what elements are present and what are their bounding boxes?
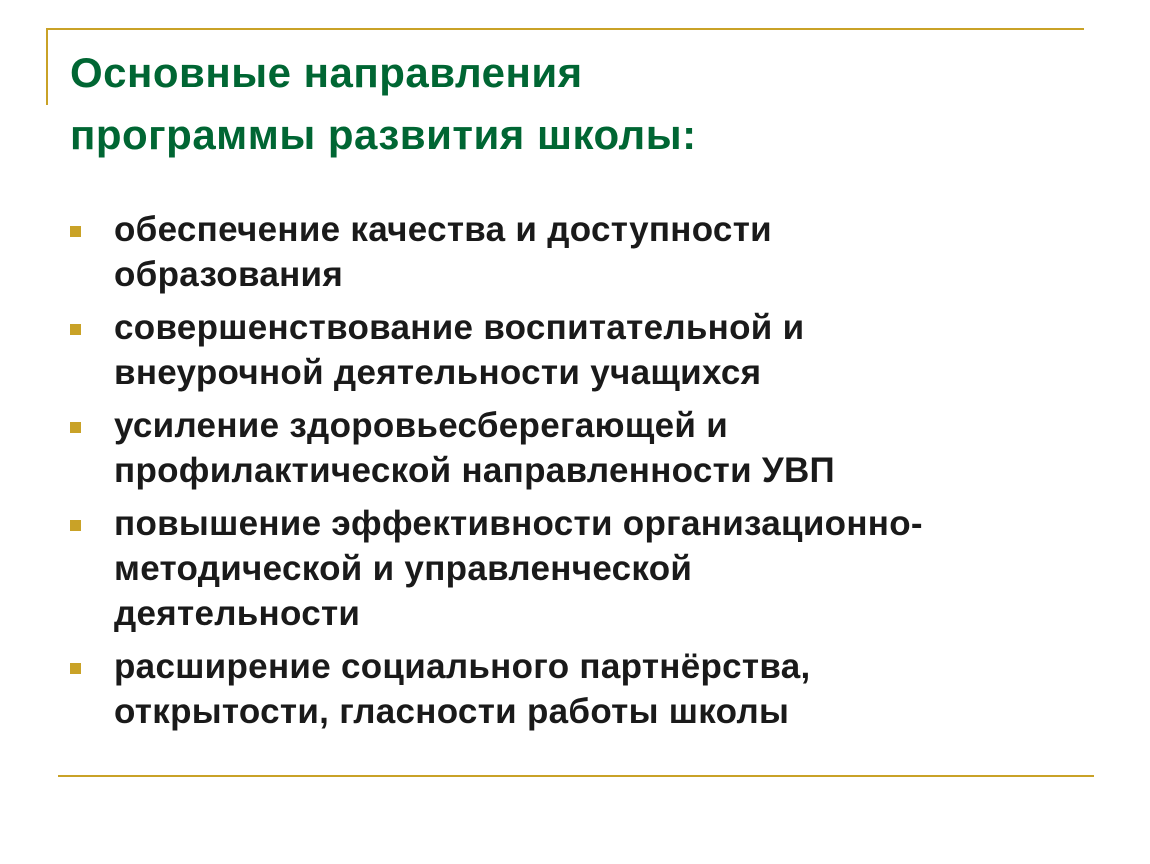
bullet-line: образования <box>114 255 344 294</box>
slide-title-line-2: программы развития школы: <box>70 111 697 158</box>
square-bullet-icon <box>70 226 81 237</box>
square-bullet-icon <box>70 520 81 531</box>
bullet-line: повышение эффективности организационно- <box>114 504 923 543</box>
left-divider-line <box>46 28 48 105</box>
list-item <box>70 501 1090 636</box>
bullet-line: расширение социального партнёрства, <box>114 647 811 686</box>
square-bullet-icon <box>70 663 81 674</box>
square-bullet-icon <box>70 422 81 433</box>
slide-title-line-1: Основные направления <box>70 49 583 96</box>
bullet-line: внеурочной деятельности учащихся <box>114 353 762 392</box>
bullet-text <box>114 305 1090 395</box>
bullet-text <box>114 644 1090 734</box>
bullet-text <box>114 207 1090 297</box>
bullet-list <box>70 207 1090 742</box>
slide-title <box>70 42 1070 166</box>
bullet-line: методической и управленческой <box>114 549 693 588</box>
bullet-line: обеспечение качества и доступности <box>114 210 772 249</box>
bullet-line: совершенствование воспитательной и <box>114 308 805 347</box>
top-divider-line <box>46 28 1084 30</box>
bullet-line: открытости, гласности работы школы <box>114 692 790 731</box>
list-item <box>70 207 1090 297</box>
bullet-line: усиление здоровьесберегающей и <box>114 406 729 445</box>
bullet-text <box>114 501 1090 636</box>
list-item <box>70 644 1090 734</box>
bullet-text <box>114 403 1090 493</box>
bottom-divider-line <box>58 775 1094 777</box>
list-item <box>70 305 1090 395</box>
square-bullet-icon <box>70 324 81 335</box>
bullet-line: профилактической направленности УВП <box>114 451 836 490</box>
bullet-line: деятельности <box>114 594 361 633</box>
list-item <box>70 403 1090 493</box>
